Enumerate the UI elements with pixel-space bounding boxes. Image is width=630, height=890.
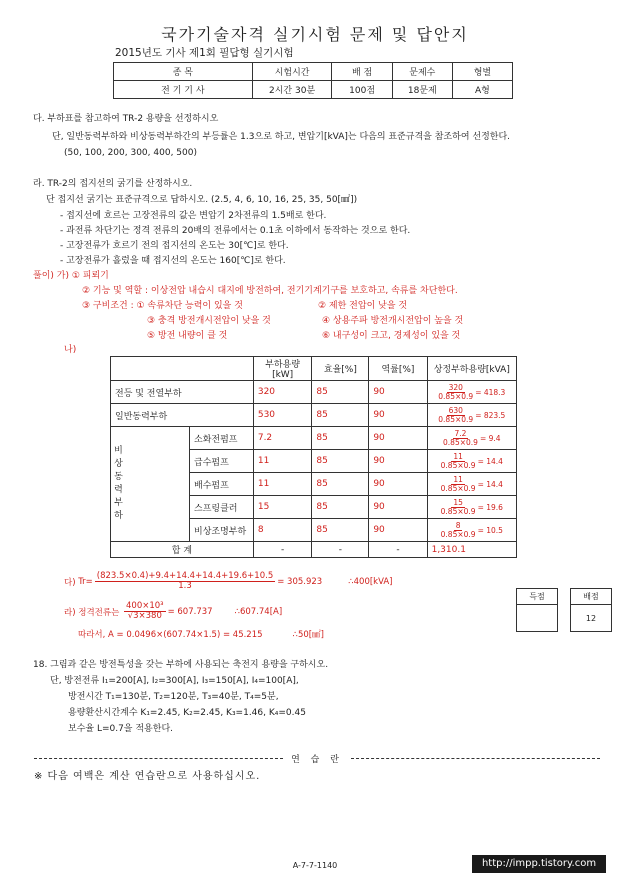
table-total-row: 합 계 - - - 1,310.1 — [111, 542, 517, 558]
question-da-cond: 단, 일반동력부하와 비상동력부하간의 부등률은 1.3으로 하고, 변압기[kVA]는 다음의 표준규격을 참조하여 선정한다. — [52, 132, 511, 142]
table-row: 스프링클러 15 85 90 $\frac{15}{0.85\times 0.9}$ = 19.6 — [111, 496, 517, 519]
col-time: 시험시간 — [252, 63, 332, 81]
table-row: 급수펌프 11 85 90 $\frac{11}{0.85\times 0.9}$ = 14.4 — [111, 450, 517, 473]
table-row: 일반동력부하 530 85 90 $\frac{630}{0.85\times 0.9}$ = 823.5 — [111, 404, 517, 427]
page-title: 국가기술자격 실기시험 문제 및 답안지 — [161, 25, 469, 44]
th-kva: 상정부하용량[kVA] — [427, 357, 516, 381]
kva-fraction: $\frac{11}{0.85\times 0.9}$ = 14.4 — [440, 452, 503, 470]
answer-ga-cond5: ⑤ 방전 내량이 클 것 — [147, 331, 228, 341]
answer-ga: 풀이) 가) ① 피뢰기 — [33, 271, 109, 281]
col-count: 문제수 — [392, 63, 452, 81]
answer-na: 나) — [64, 345, 77, 355]
th-eff: 효율[%] — [312, 357, 369, 381]
kva-fraction: $\frac{320}{0.85\times 0.9}$ = 418.3 — [438, 383, 506, 401]
question-18: 18. 그림과 같은 방전특성을 갖는 부하에 사용되는 축전지 용량을 구하시오. — [33, 660, 329, 670]
th-kw: 부하용량[kW] — [253, 357, 312, 381]
exam-info-table — [113, 62, 513, 99]
answer-ga-cond4: ④ 상용주파 방전개시전압이 높을 것 — [322, 316, 464, 326]
val-count: 18문제 — [392, 81, 452, 99]
answer-ga-cond2: ② 제한 전압이 낮을 것 — [318, 301, 408, 311]
calc-ra: 라) 정격전류는 $\frac{\text{400×10³}}{√3\times 380}$ = 607.737 ∴607.74[A] — [64, 601, 283, 621]
question-18-cond4: 보수율 L=0.7을 적용한다. — [68, 724, 174, 734]
kva-fraction: $\frac{8}{0.85\times 0.9}$ = 10.5 — [440, 521, 503, 539]
question-da-list: (50, 100, 200, 300, 400, 500) — [64, 148, 197, 158]
col-type: 형별 — [452, 63, 512, 81]
exam-subtitle: 2015년도 기사 제1회 필답형 실기시험 — [115, 47, 294, 59]
answer-ga-cond6: ⑥ 내구성이 크고, 경제성이 있을 것 — [322, 331, 461, 341]
question-ra-cond2: - 접지선에 흐르는 고장전류의 값은 변압기 2차전류의 1.5배로 한다. — [60, 211, 327, 221]
table-row: 배수펌프 11 85 90 $\frac{11}{0.85\times 0.9}$ = 14.4 — [111, 473, 517, 496]
load-table — [110, 356, 517, 558]
practice-label: 연 습 란 — [291, 755, 343, 765]
table-row: 전등 및 전열부하 320 85 90 $\frac{320}{0.85\times 0.9}$ = 418.3 — [111, 381, 517, 404]
kva-fraction: $\frac{11}{0.85\times 0.9}$ = 14.4 — [440, 475, 503, 493]
val-time: 2시간 30분 — [252, 81, 332, 99]
practice-divider — [34, 752, 600, 765]
question-da: 다. 부하표를 참고하여 TR-2 용량을 선정하시오 — [33, 114, 219, 124]
col-points: 배 점 — [332, 63, 392, 81]
val-type: A형 — [452, 81, 512, 99]
answer-ga-cond3: ③ 충격 방전개시전압이 낮을 것 — [147, 316, 271, 326]
table-row: 비상동력부하 소화전펌프 7.2 85 90 $\frac{7.2}{0.85\times 0.9}$ = 9.4 — [111, 427, 517, 450]
question-ra-cond5: - 고장전류가 흘렀을 때 접지선의 온도는 160[℃]로 한다. — [60, 256, 286, 266]
practice-note: ※ 다음 여백은 계산 연습란으로 사용하십시오. — [34, 771, 261, 782]
answer-ga-role: ② 기능 및 역할 : 이상전압 내습시 대지에 방전하여, 전기기계기구를 보호하고, 속류를 차단한다. — [82, 286, 458, 296]
question-ra-cond3: - 과전류 차단기는 정격 전류의 20배의 전류에서는 0.1초 이하에서 동작하는 것으로 한다. — [60, 226, 411, 236]
score-header: 득점 — [517, 589, 558, 605]
answer-ga-cond1: ③ 구비조건 : ① 속류차단 능력이 있을 것 — [82, 301, 243, 311]
page-code: A-7-7-1140 — [292, 861, 338, 870]
points-header: 배점 — [571, 589, 612, 605]
points-value: 12 — [571, 605, 612, 632]
col-subject: 종 목 — [114, 63, 253, 81]
question-ra-cond1: 단 접지선 굵기는 표준규격으로 답하시오. (2.5, 4, 6, 10, 16, 25, 35, 50[㎟]) — [46, 195, 358, 205]
val-points: 100점 — [332, 81, 392, 99]
calc-ra-result: 따라서, A = 0.0496×(607.74×1.5) = 45.215 ∴50[㎟] — [78, 630, 324, 640]
kva-fraction: $\frac{7.2}{0.85\times 0.9}$ = 9.4 — [443, 429, 501, 447]
question-ra: 라. TR-2의 접지선의 굵기를 산정하시오. — [33, 179, 193, 189]
question-18-cond2: 방전시간 T₁=130분, T₂=120분, T₃=40분, T₄=5분, — [68, 692, 279, 702]
score-value[interactable] — [517, 605, 558, 632]
question-ra-cond4: - 고장전류가 흐르기 전의 접지선의 온도는 30[℃]로 한다. — [60, 241, 289, 251]
score-box — [516, 588, 612, 632]
th-pf: 역률[%] — [369, 357, 427, 381]
kva-fraction: $\frac{15}{0.85\times 0.9}$ = 19.6 — [440, 498, 503, 516]
practice-area[interactable] — [30, 790, 600, 850]
question-18-cond1: 단, 방전전류 I₁=200[A], I₂=300[A], I₃=150[A], I₄=100[A], — [50, 676, 299, 686]
group-label: 비상동력부하 — [112, 445, 122, 523]
val-subject: 전 기 기 사 — [114, 81, 253, 99]
kva-fraction: $\frac{630}{0.85\times 0.9}$ = 823.5 — [438, 406, 506, 424]
question-18-cond3: 용량환산시간계수 K₁=2.45, K₂=2.45, K₃=1.46, K₄=0.45 — [68, 708, 306, 718]
corner-cell — [111, 357, 254, 381]
watermark-url: http://impp.tistory.com — [472, 855, 606, 873]
table-row: 비상조명부하 8 85 90 $\frac{8}{0.85\times 0.9}$ = 10.5 — [111, 519, 517, 542]
calc-da: 다) Tr= $\frac{(823.5\times 0.4)+9.4+14.4+14.4+19.6+10.5}{1.3}$ = 305.923 ∴400[kVA] — [64, 571, 393, 591]
